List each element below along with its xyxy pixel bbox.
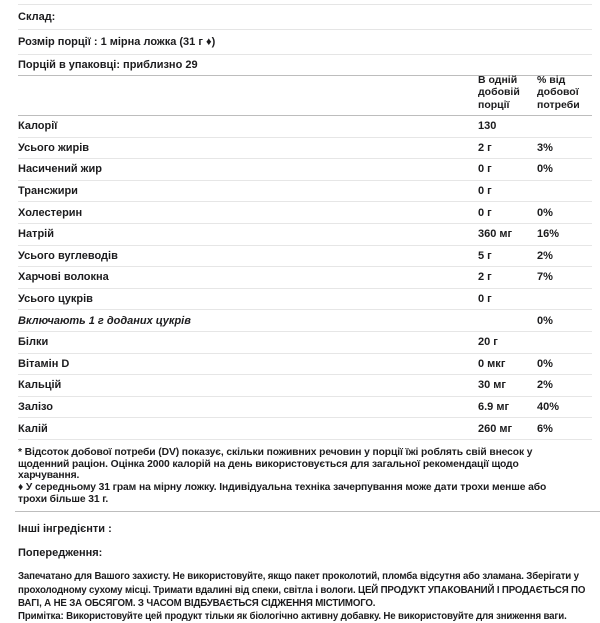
- dv-column-header: % від добової потреби: [537, 73, 580, 112]
- nutrient-dv: 0%: [537, 206, 553, 219]
- nutrient-amount: 2 г: [478, 141, 492, 154]
- nutrient-label: Усього жирів: [18, 141, 90, 154]
- nutrient-amount: 0 г: [478, 206, 492, 219]
- nutrient-dv: 0%: [537, 357, 553, 370]
- scoop-footnote: ♦ У середньому 31 грам на мірну ложку. Індивідуальна техніка зачерпування може дати трохи менше або трохи більше 31 г.: [18, 482, 547, 505]
- composition-row: [18, 4, 592, 29]
- nutrient-dv: 2%: [537, 249, 553, 262]
- nutrient-dv: 3%: [537, 141, 553, 154]
- nutrition-row: [18, 181, 592, 203]
- nutrient-dv: 6%: [537, 422, 553, 435]
- nutrient-label: Білки: [18, 336, 49, 349]
- nutrient-amount: 0 мкг: [478, 357, 506, 370]
- nutrition-row: [18, 246, 592, 268]
- nutrition-row: [18, 116, 592, 138]
- nutrition-row: [18, 354, 592, 376]
- nutrient-label: Вітамін D: [18, 357, 70, 370]
- nutrient-dv: 2%: [537, 379, 553, 392]
- nutrient-dv: 40%: [537, 401, 560, 414]
- nutrient-label: Харчові волокна: [18, 271, 109, 284]
- other-ingredients-label: Інші інгредієнти :: [18, 523, 112, 536]
- serving-size-text: Розмір порції : 1 мірна ложка (31 г ♦): [18, 36, 216, 48]
- nutrition-row: [18, 138, 592, 160]
- nutrient-label: Усього цукрів: [18, 293, 93, 306]
- nutrient-amount: 6.9 мг: [478, 401, 510, 414]
- nutrient-dv: 7%: [537, 271, 553, 284]
- amount-column-header: В одній добовій порції: [478, 73, 520, 112]
- serving-size-row: [18, 29, 592, 54]
- nutrition-row: [18, 375, 592, 397]
- nutrition-row: [18, 397, 592, 419]
- nutrient-dv: 16%: [537, 228, 560, 241]
- nutrient-amount: 2 г: [478, 271, 492, 284]
- nutrient-amount: 5 г: [478, 249, 492, 262]
- nutrient-dv: 0%: [537, 163, 553, 176]
- nutrient-amount: 0 г: [478, 293, 492, 306]
- nutrition-row: [18, 310, 592, 332]
- nutrition-row: [18, 267, 592, 289]
- warning-note-text: Примітка: Використовуйте цей продукт тільки як біологічно активну добавку. Не використовуйте для зниження ваги.: [18, 611, 567, 623]
- nutrition-row: [18, 332, 592, 354]
- nutrient-amount: 260 мг: [478, 422, 513, 435]
- top-info-section: [0, 4, 600, 75]
- nutrition-row: [18, 202, 592, 224]
- footnotes-section: [0, 440, 600, 512]
- nutrient-label: Насичений жир: [18, 163, 102, 176]
- nutrient-label: Калорії: [18, 120, 58, 133]
- nutrition-row: [18, 289, 592, 311]
- warning-text: Запечатано для Вашого захисту. Не використовуйте, якщо пакет проколотий, пломба відсутня або зламана. Зберігати у прохолодному сухому місці. Тримати вдалині від спеки, світла і вологи. ЦЕЙ ПРОДУКТ УПАКОВАНИЙ І ПРОДАЄТЬСЯ ПО ВАГІ, А НЕ ЗА ОБСЯГОМ. З ЧАСОМ ВІДБУВАЄТЬСЯ СІДЖЕННЯ МІСТИМОГО.: [18, 571, 586, 609]
- nutrient-amount: 0 г: [478, 163, 492, 176]
- servings-per-container-text: Порцій в упаковці: приблизно 29: [18, 59, 198, 71]
- nutrient-label: Залізо: [18, 401, 53, 414]
- nutrient-label: Кальцій: [18, 379, 62, 392]
- nutrient-amount: 360 мг: [478, 228, 513, 241]
- nutrient-label: Холестерин: [18, 206, 83, 219]
- nutrient-label: Трансжири: [18, 185, 78, 198]
- nutrient-label: Усього вуглеводів: [18, 249, 118, 262]
- nutrient-dv: 0%: [537, 314, 553, 327]
- nutrient-label: Включають 1 г доданих цукрів: [18, 314, 191, 327]
- nutrition-row: [18, 224, 592, 246]
- servings-per-container-row: [18, 54, 592, 75]
- nutrition-row: [18, 418, 592, 440]
- nutrient-amount: 30 мг: [478, 379, 507, 392]
- nutrient-label: Натрій: [18, 228, 54, 241]
- nutrient-amount: 0 г: [478, 185, 492, 198]
- nutrition-row: [18, 159, 592, 181]
- composition-label: Склад:: [18, 11, 56, 23]
- section-separator-bottom: [15, 511, 600, 512]
- nutrient-label: Калій: [18, 422, 48, 435]
- nutrition-table-header: [18, 73, 592, 116]
- nutrient-amount: 20 г: [478, 336, 498, 349]
- dv-footnote: * Відсоток добової потреби (DV) показує, скільки поживних речовин у порції їжі роблять свій внесок у щоденний раціон. Оцінка 2000 калорій на день використовується для загальної рекомендації щодо харчування.: [18, 446, 533, 482]
- warnings-body: [18, 570, 596, 623]
- nutrition-table-body: [0, 116, 600, 440]
- warnings-label: Попередження:: [18, 547, 103, 560]
- supplement-facts-panel: [0, 4, 600, 623]
- nutrient-amount: 130: [478, 120, 497, 133]
